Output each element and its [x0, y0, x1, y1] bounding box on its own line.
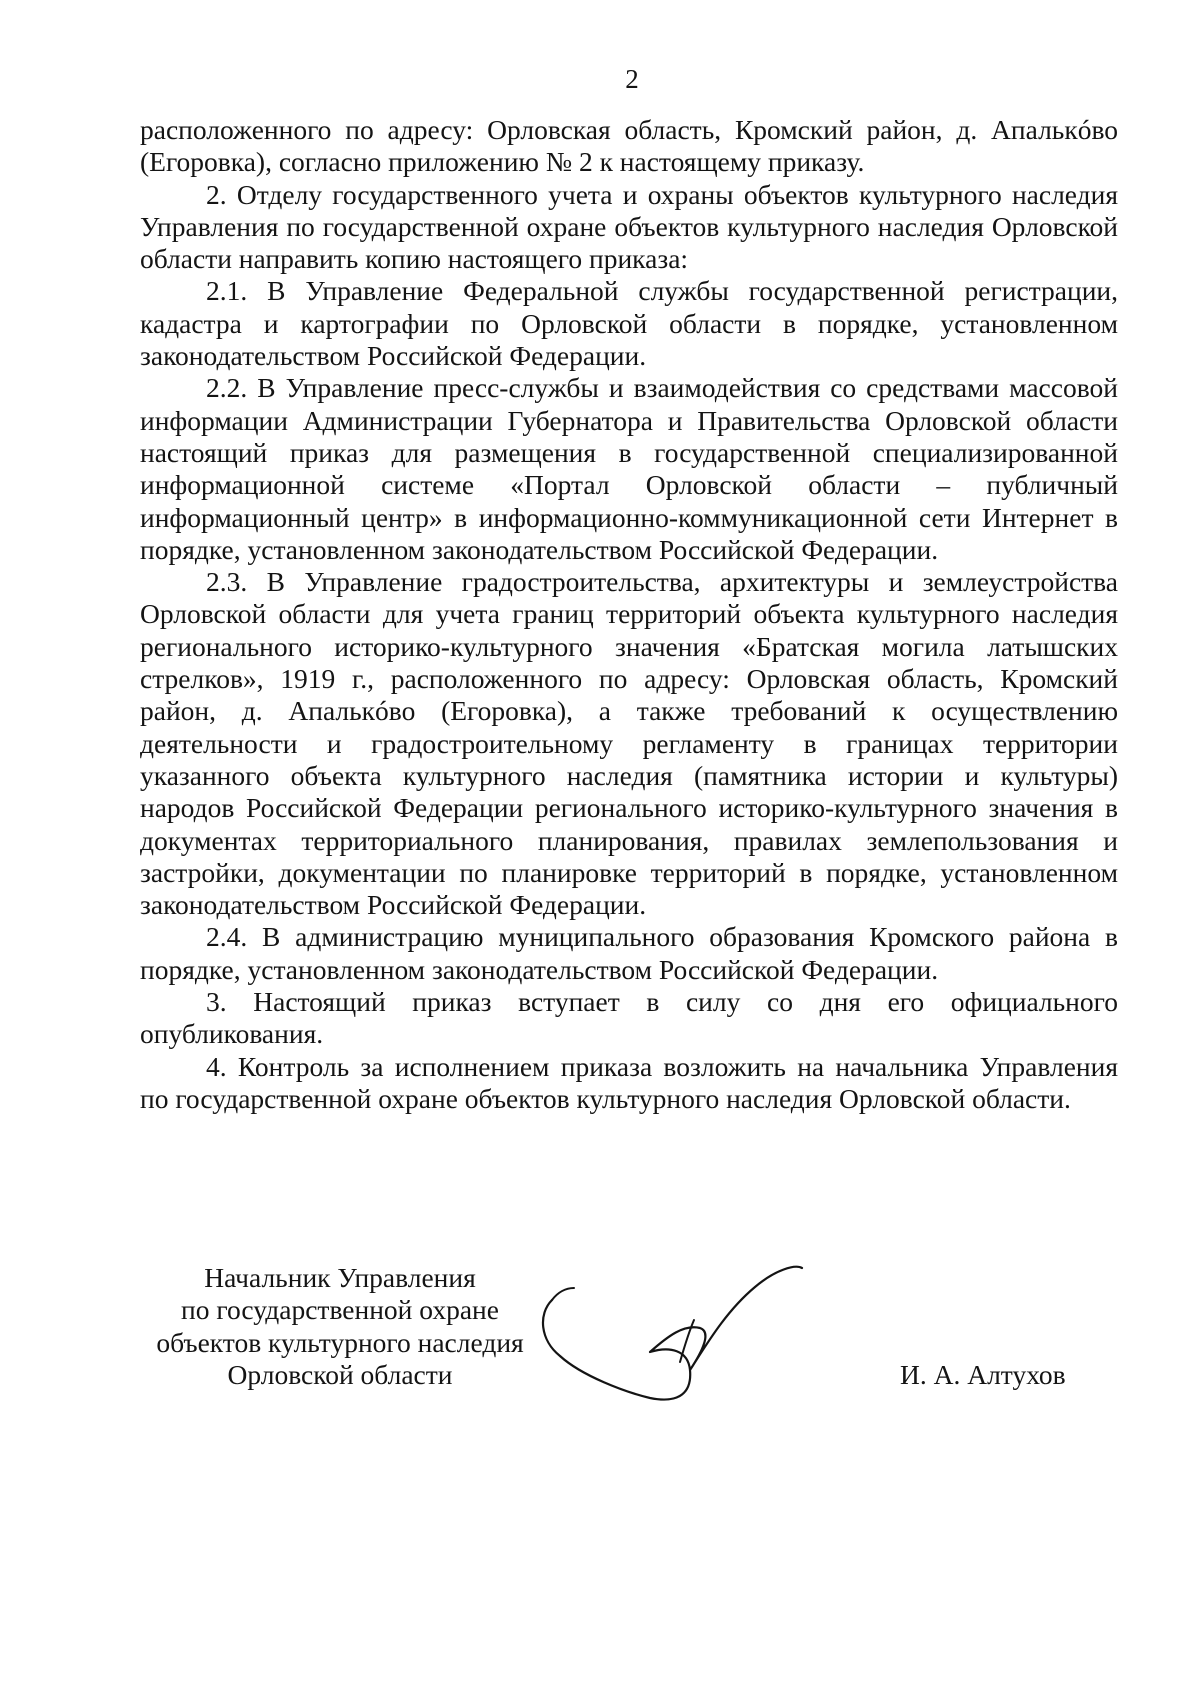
paragraph-item-2: 2. Отделу государственного учета и охраны объектов культурного наследия Управления по государственной охране объектов культурного наследия Орловской области направить копию настоящего приказа:: [140, 178, 1118, 275]
signer-name: И. А. Алтухов: [900, 1359, 1066, 1390]
paragraph-item-2-2: 2.2. В Управление пресс-службы и взаимодействия со средствами массовой информации Администрации Губернатора и Правительства Орловской области настоящий приказ для размещения в государственной специализированной информационной системе «Портал Орловской области – публичный информационный центр» в информационно-коммуникационной сети Интернет в порядке, установленном законодательством Российской Федерации.: [140, 372, 1118, 565]
paragraph-item-2-4: 2.4. В администрацию муниципального образования Кромского района в порядке, установленном законодательством Российской Федерации.: [140, 921, 1118, 985]
handwritten-signature: [530, 1252, 810, 1412]
signer-position-line: объектов культурного наследия: [156, 1326, 524, 1358]
paragraph-item-2-1: 2.1. В Управление Федеральной службы государственной регистрации, кадастра и картографии по Орловской области в порядке, установленном законодательством Российской Федерации.: [140, 275, 1118, 372]
paragraph-item-2-3: 2.3. В Управление градостроительства, архитектуры и землеустройства Орловской области для учета границ территорий объекта культурного наследия регионального историко-культурного значения «Братская могила латышских стрелков», 1919 г., расположенного по адресу: Орловская область, Кромский район, д. Апалькóво (Егоровка), а также требований к осуществлению деятельности и градостроительному регламенту в границах территории указанного объекта культурного наследия (памятника истории и культуры) народов Российской Федерации регионального историко-культурного значения в документах территориального планирования, правилах землепользования и застройки, документации по планировке территорий в порядке, установленном законодательством Российской Федерации.: [140, 566, 1118, 921]
page-number: 2: [625, 64, 639, 94]
signer-position-line: Орловской области: [227, 1358, 453, 1390]
signer-position: [140, 1262, 540, 1391]
signer-position-line: по государственной охране: [181, 1294, 499, 1326]
signer-position-line: Начальник Управления: [204, 1262, 476, 1293]
paragraph-item-4: 4. Контроль за исполнением приказа возложить на начальника Управления по государственной охране объектов культурного наследия Орловской области.: [140, 1050, 1118, 1114]
signature-block: [140, 1262, 1140, 1422]
document-body: [140, 114, 1118, 1115]
paragraph-continuation: расположенного по адресу: Орловская область, Кромский район, д. Апалькóво (Егоровка), согласно приложению № 2 к настоящему приказу.: [140, 114, 1118, 178]
paragraph-item-3: 3. Настоящий приказ вступает в силу со дня его официального опубликования.: [140, 986, 1118, 1050]
